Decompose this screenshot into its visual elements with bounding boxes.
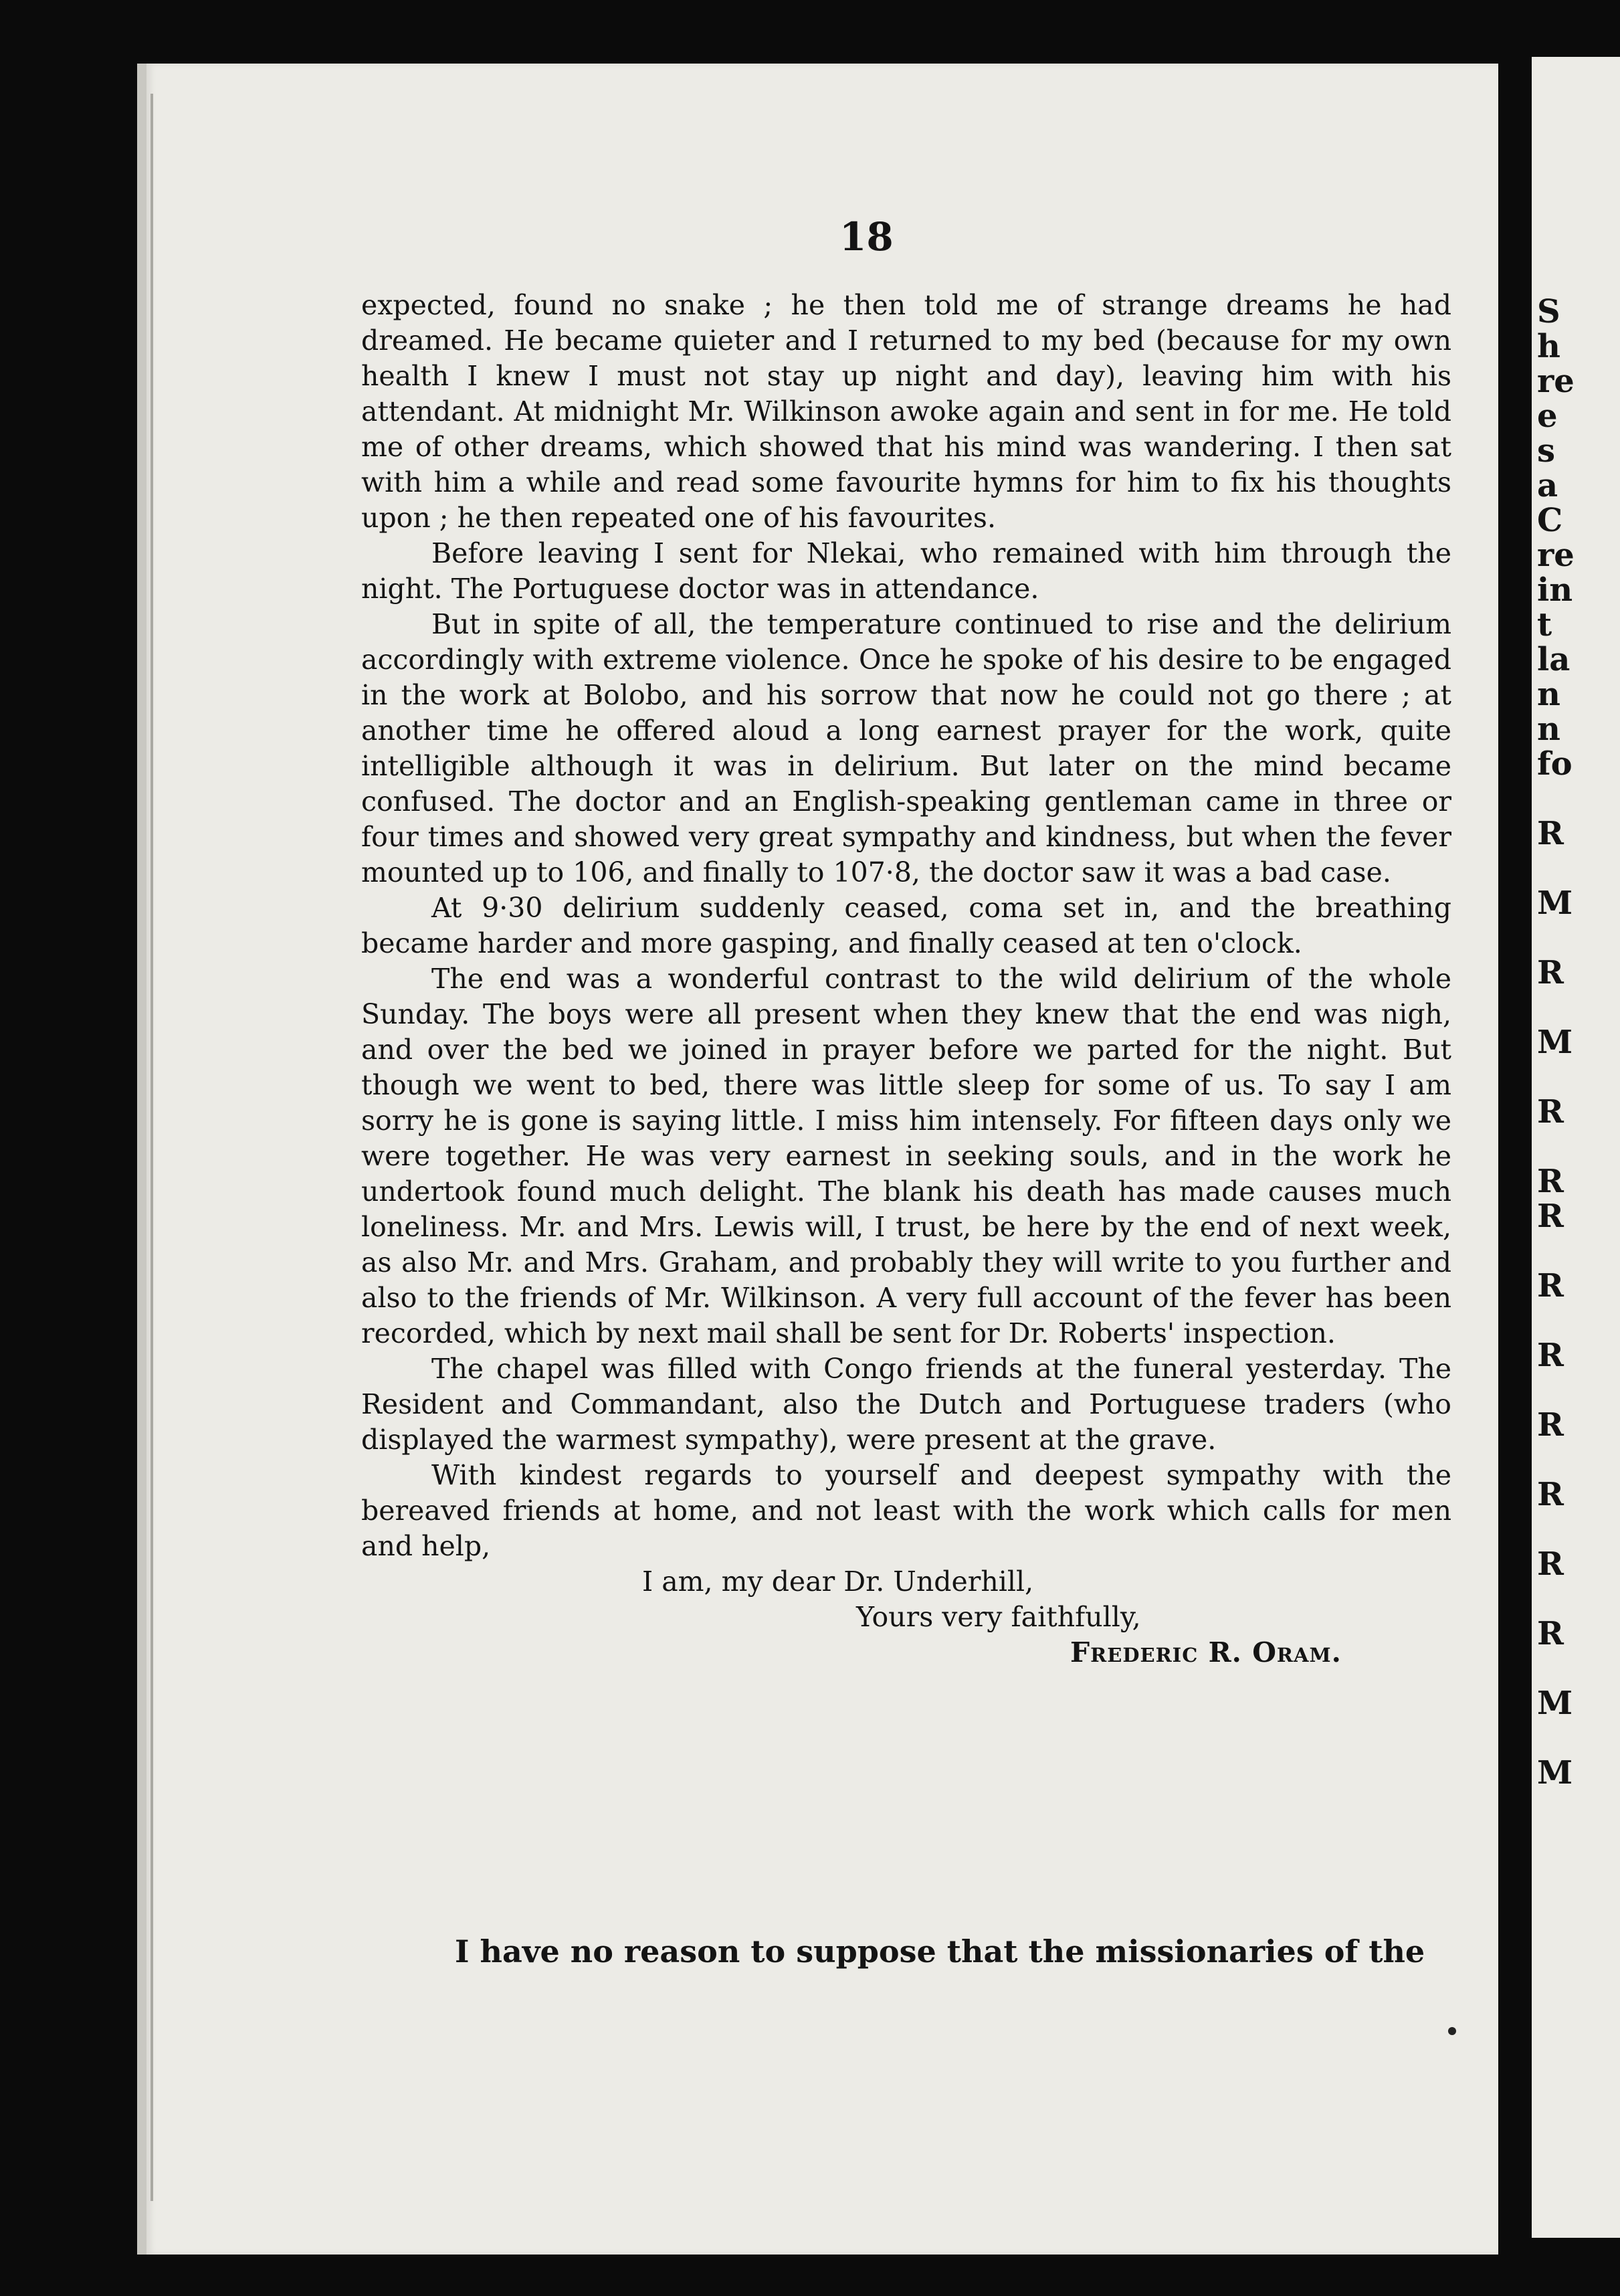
book-gutter — [1498, 64, 1525, 2255]
adjacent-page-fragment: fo — [1537, 745, 1573, 783]
page-edge-shadow — [150, 94, 153, 2201]
paragraph-5: The end was a wonderful contrast to the wild delirium of the whole Sunday. The boys were all present when they knew that the end was nigh, and over the bed we joined in prayer before we parted for the night. But though we went to bed, there was little sleep for some of us. To say I am sorry he is gone is saying little. I miss him intensely. For fifteen days only we were together. He was very earnest in seeking souls, and in the work he undertook found much delight. The blank his death has made causes much loneliness. Mr. and Mrs. Lewis will, I trust, be here by the end of next week, as also Mr. and Mrs. Graham, and probably they will write to you further and also to the friends of Mr. Wilkinson. A very full account of the fever has been recorded, which by next mail shall be sent for Dr. Roberts' inspection. — [361, 963, 1451, 1349]
adjacent-page-fragment: R — [1537, 1476, 1564, 1513]
adjacent-page-fragment — [1537, 1373, 1620, 1408]
adjacent-page-fragment: a — [1537, 467, 1558, 504]
adjacent-page-edge — [1532, 57, 1620, 2238]
adjacent-page-fragment: h — [1537, 328, 1560, 365]
adjacent-page-fragment: s — [1537, 432, 1556, 470]
closing-salutation: I am, my dear Dr. Underhill, — [642, 1565, 1034, 1598]
adjacent-page-fragment — [1537, 1303, 1620, 1338]
paragraph-1: expected, found no snake ; he then told me of strange dreams he had dreamed. He became quieter and I returned to my bed (because for my own health I knew I must not stay up night and day), leaving him with his attendant. At midnight Mr. Wilkinson awoke again and sent in for me. He told me of other dreams, which showed that his mind was wandering. I then sat with him a while and read some favourite hymns for him to fix his thoughts upon ; he then repeated one of his favourites. — [361, 289, 1451, 534]
adjacent-page-fragment: R — [1537, 1406, 1564, 1444]
adjacent-page-fragment: M — [1537, 1024, 1573, 1061]
adjacent-page-fragment: R — [1537, 1545, 1564, 1583]
paragraph-4: At 9·30 delirium suddenly ceased, coma set in, and the breathing became harder and more gasping, and finally ceased at ten o'clock. — [361, 892, 1451, 959]
adjacent-page-fragment — [1537, 1060, 1620, 1094]
adjacent-page-fragment: t — [1537, 606, 1552, 644]
adjacent-page-fragment — [1537, 1651, 1620, 1686]
adjacent-page-fragment: n — [1537, 710, 1560, 748]
adjacent-page-fragment — [1537, 1442, 1620, 1477]
adjacent-page-fragment — [1537, 921, 1620, 955]
signature: Frederic R. Oram. — [1070, 1636, 1342, 1668]
adjacent-page-fragment — [1537, 990, 1620, 1025]
adjacent-page-fragment — [1537, 1234, 1620, 1268]
adjacent-page-fragment: R — [1537, 1093, 1564, 1131]
adjacent-page-fragment: R — [1537, 1615, 1564, 1652]
closing-valediction: Yours very faithfully, — [856, 1601, 1141, 1633]
paragraph-7: With kindest regards to yourself and deepest sympathy with the bereaved friends at home, and not least with the work which calls for men and help, — [361, 1459, 1451, 1562]
adjacent-page-fragment: in — [1537, 571, 1573, 609]
adjacent-page-fragment — [1537, 781, 1620, 816]
adjacent-page-fragment — [1537, 1129, 1620, 1164]
adjacent-page-fragment: R — [1537, 1163, 1564, 1200]
ink-speck — [1448, 2027, 1456, 2035]
paragraph-6: The chapel was filled with Congo friends at the funeral yesterday. The Resident and Commandant, also the Dutch and Portuguese traders (who displayed the warmest sympathy), were present at the grave. — [361, 1353, 1451, 1456]
adjacent-page-fragment: re — [1537, 537, 1575, 574]
adjacent-page-fragment: M — [1537, 884, 1573, 922]
adjacent-page-fragment: R — [1537, 1337, 1564, 1374]
adjacent-page-fragment — [1537, 1512, 1620, 1547]
adjacent-page-fragment: R — [1537, 1267, 1564, 1305]
adjacent-page-fragments — [1532, 57, 1620, 1790]
adjacent-page-fragment — [1537, 851, 1620, 886]
adjacent-page-fragment: e — [1537, 397, 1558, 435]
adjacent-page-fragment: la — [1537, 641, 1571, 678]
adjacent-page-fragment: n — [1537, 676, 1560, 713]
adjacent-page-fragment: S — [1537, 293, 1560, 330]
adjacent-page-fragment: R — [1537, 1198, 1564, 1235]
following-text-line: I have no reason to suppose that the missionaries of the — [455, 1933, 1425, 1970]
adjacent-page-fragment: R — [1537, 954, 1564, 991]
paragraph-2: Before leaving I sent for Nlekai, who remained with him through the night. The Portuguese doctor was in attendance. — [361, 537, 1451, 605]
adjacent-page-fragment: R — [1537, 815, 1564, 852]
paragraph-3: But in spite of all, the temperature continued to rise and the delirium accordingly with extreme violence. Once he spoke of his desire to be engaged in the work at Bolobo, and his sorrow that now he could not go there ; at another time he offered aloud a long earnest prayer for the work, quite intelligible although it was in delirium. But later on the mind became confused. The doctor and an English-speaking gentleman came in three or four times and showed very great sympathy and kindness, but when the fever mounted up to 106, and finally to 107·8, the doctor saw it was a bad case. — [361, 608, 1451, 888]
adjacent-page-fragment: re — [1537, 363, 1575, 400]
adjacent-page-fragment: M — [1537, 1754, 1573, 1792]
letter-body — [361, 288, 1451, 1670]
page-number: 18 — [839, 214, 894, 260]
adjacent-page-fragment — [1537, 1582, 1620, 1616]
adjacent-page-fragment — [1537, 1721, 1620, 1755]
adjacent-page-fragment: M — [1537, 1685, 1573, 1722]
adjacent-page-fragment: C — [1537, 502, 1563, 539]
